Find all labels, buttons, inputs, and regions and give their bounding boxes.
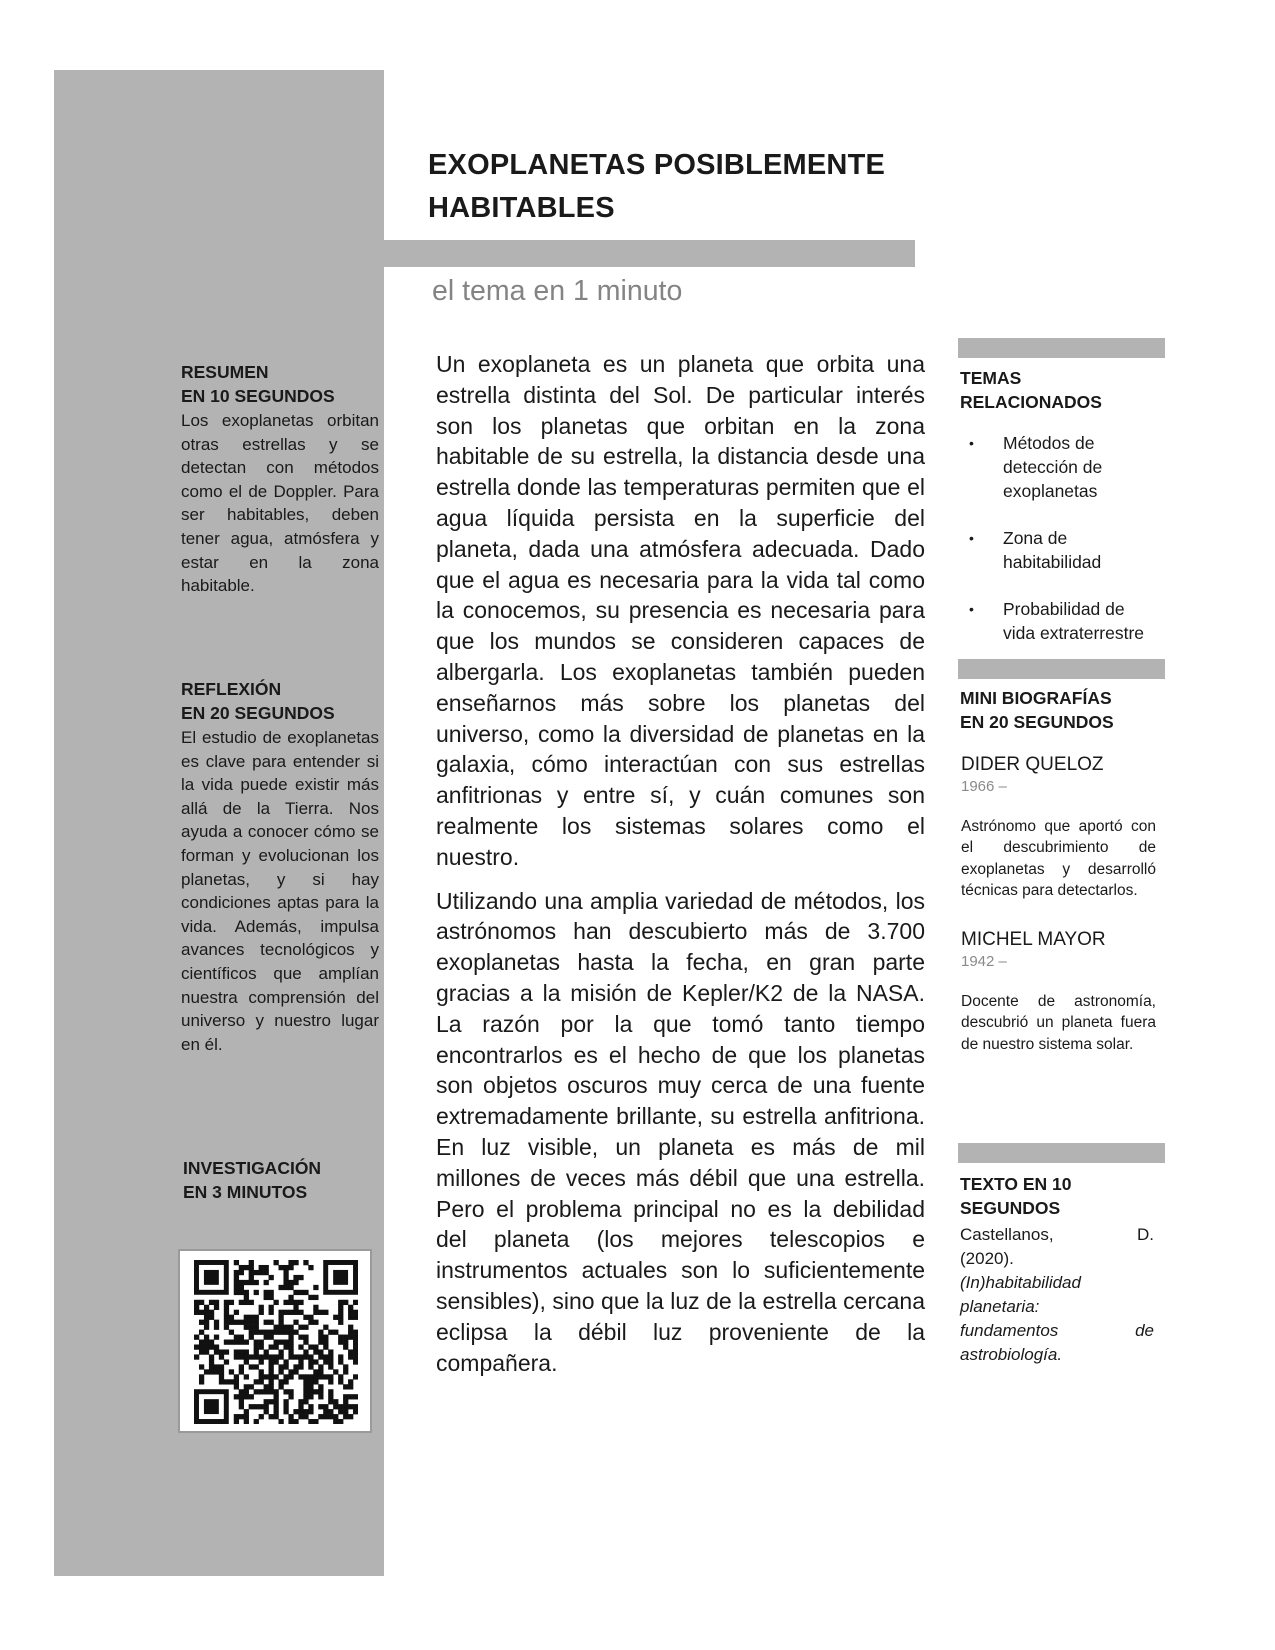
article-paragraph-2: Utilizando una amplia variedad de métodos, los astrónomos han descubierto más de 3.700 exoplanetas hasta la fecha, en gran parte gracias a la misión de Kepler/K2 de la NASA. La razón por la que tomó tanto tiempo encontrarlos es el hecho de que los planetas son objetos oscuros muy cerca de una fuente extremadamente brillante, su estrella anfitriona. En luz visible, un planeta es más de mil millones de veces más débil que una estrella. Pero el problema principal no es la debilidad del planeta (los mejores telescopios e instrumentos actuales son lo suficientemente sensibles), sino que la luz de la estrella cercana eclipsa la débil luz proveniente de la compañera.: [436, 887, 925, 1376]
reference-bar: [958, 1143, 1165, 1163]
reflection-text: El estudio de exoplanetas es clave para entender si la vida puede existir más allá de la Tierra. Nos ayuda a conocer cómo se forman y evolucionan los planetas, y si hay condiciones aptas para la vida. Además, impulsa avances tecnológicos y científicos que amplían nuestra comprensión del universo y nuestro lugar en él.: [181, 728, 379, 1054]
title-rule: [384, 240, 915, 267]
related-list: [960, 431, 1170, 668]
page-subtitle: el tema en 1 minuto: [432, 275, 683, 307]
page-title: EXOPLANETAS POSIBLEMENTE HABITABLES: [428, 149, 886, 224]
reflection-box: [179, 671, 384, 1128]
bio-name: DIDER QUELOZ: [961, 754, 1104, 775]
bullet-icon: •: [969, 530, 974, 546]
research-box: [179, 1150, 384, 1208]
bio-name: MICHEL MAYOR: [961, 929, 1106, 950]
article-paragraph-1: Un exoplaneta es un planeta que orbita una estrella distinta del Sol. De particular interés son los planetas que orbitan en la zona habitable de su estrella, la distancia desde una estrella donde las temperaturas permiten que el agua líquida persista en la superficie del planeta, dada una atmósfera adecuada. Dado que el agua es necesaria para la vida tal como la conocemos, su presencia es necesaria para que los mundos se consideren capaces de albergarla. Los exoplanetas también pueden enseñarnos más sobre los planetas del universo, como la diversidad de planetas en la galaxia, cómo interactúan con sus estrellas anfitrionas y entre sí, y cuán comunes son realmente los sistemas solares como el nuestro.: [436, 351, 925, 870]
qr-code-frame[interactable]: [178, 1249, 372, 1433]
bios-bar: [958, 659, 1165, 679]
related-item[interactable]: • Métodos de detección de exoplanetas: [969, 433, 1103, 501]
bios-heading: MINI BIOGRAFÍAS EN 20 SEGUNDOS: [960, 688, 1114, 732]
reflection-heading: REFLEXIÓN EN 20 SEGUNDOS: [181, 679, 335, 723]
bullet-icon: •: [969, 601, 974, 617]
bio-year: 1942 –: [961, 953, 1007, 970]
qr-code-icon[interactable]: [194, 1260, 358, 1424]
reference-heading: TEXTO EN 10 SEGUNDOS: [960, 1174, 1072, 1218]
bio-entry-mayor: [961, 928, 1156, 1055]
bio-description: Astrónomo que aportó con el descubrimiento de exoplanetas y desarrolló técnicas para detectarlos.: [961, 818, 1156, 899]
summary-box: [179, 354, 384, 648]
bio-entry-queloz: [961, 753, 1156, 901]
summary-heading: RESUMEN EN 10 SEGUNDOS: [181, 362, 335, 406]
reference-citation: Castellanos, D. (2020). (In)habitabilidad planetaria: fundamentos de astrobiología.: [960, 1225, 1154, 1364]
related-item[interactable]: • Zona de habitabilidad: [969, 528, 1102, 572]
related-heading: TEMAS RELACIONADOS: [960, 368, 1102, 412]
related-bar: [958, 338, 1165, 358]
bio-year: 1966 –: [961, 778, 1007, 795]
summary-text: Los exoplanetas orbitan otras estrellas y se detectan con métodos como el de Doppler. Para ser habitables, deben tener agua, atmósfera y estar en la zona habitable.: [181, 411, 379, 596]
main-article: [436, 349, 925, 1391]
related-item[interactable]: • Probabilidad de vida extraterrestre: [969, 599, 1145, 643]
bio-description: Docente de astronomía, descubrió un planeta fuera de nuestro sistema solar.: [961, 993, 1156, 1053]
bullet-icon: •: [969, 435, 974, 451]
research-heading: INVESTIGACIÓN EN 3 MINUTOS: [183, 1158, 322, 1202]
